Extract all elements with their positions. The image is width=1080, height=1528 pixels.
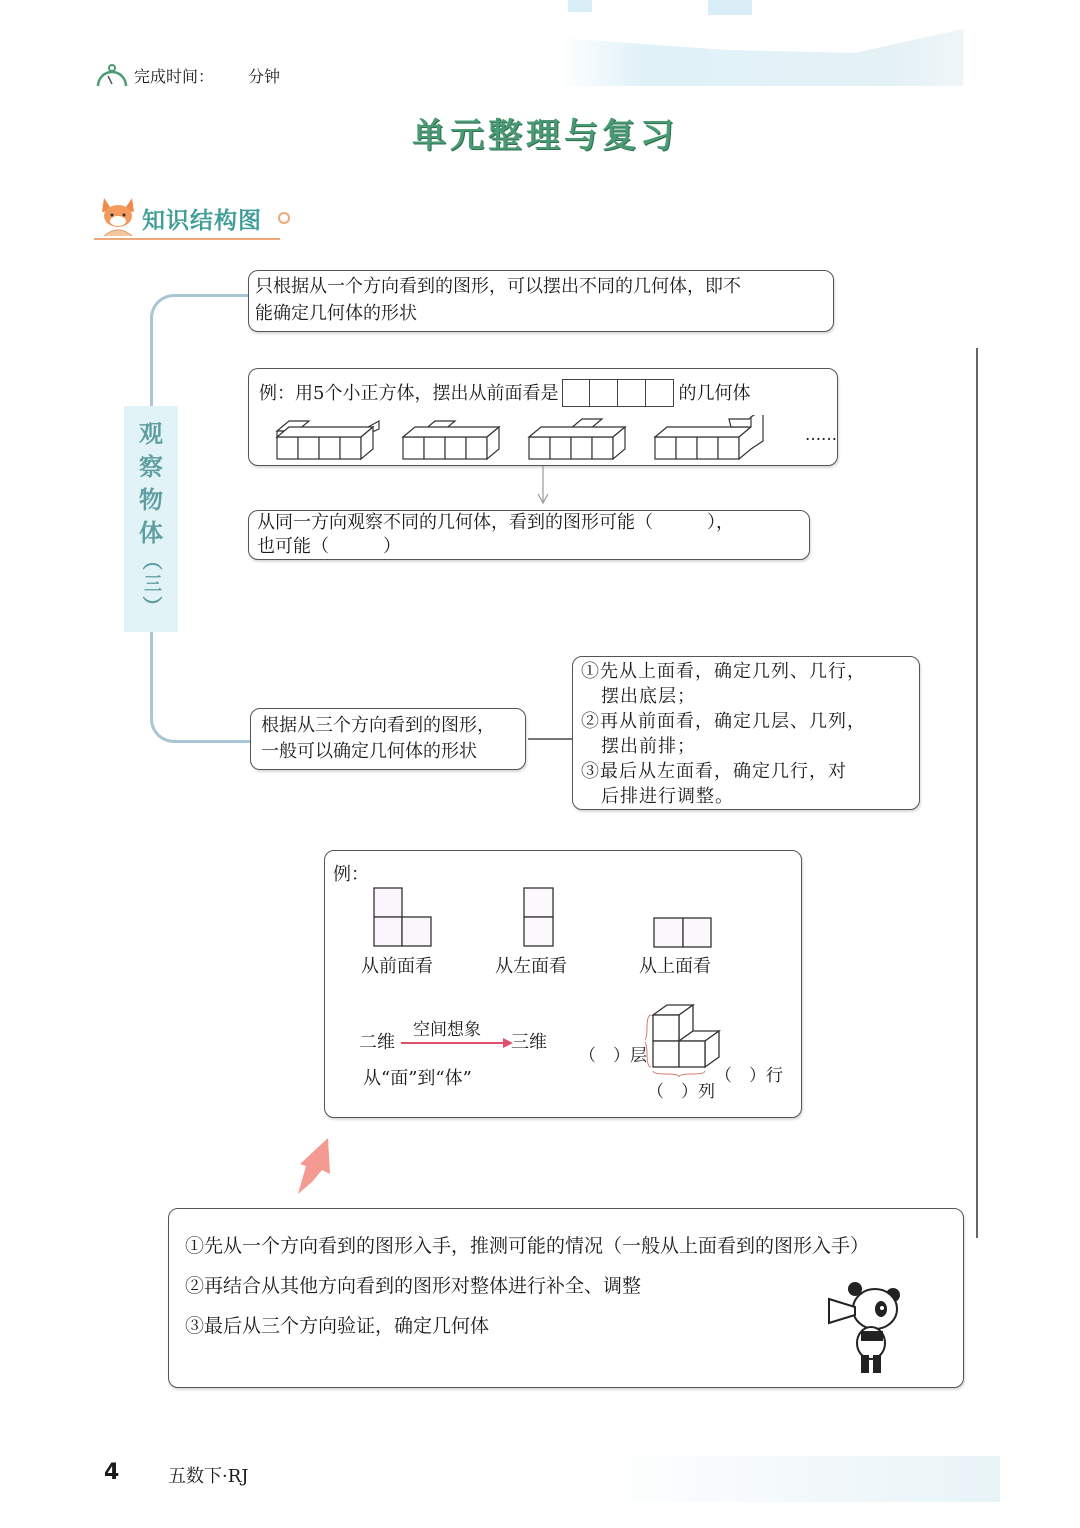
layers-blank[interactable]: （ ）层 [579,1046,647,1066]
completion-time-row [94,62,280,88]
columns-blank[interactable]: （ ）列 [647,1082,715,1102]
box-text: 根据从三个方向看到的图形， [261,715,495,736]
book-label: 五数下·RJ [168,1466,249,1487]
topic-char: 体 [139,519,163,547]
connector-line [528,738,572,740]
box-text: 一般可以确定几何体的形状 [261,741,477,762]
topic-char: ） [139,596,163,616]
example-views-box [324,850,802,1118]
example-prefix: 例：用5个小正方体，摆出从前面看是 [259,382,559,404]
header-decoration [560,26,980,86]
page-title: 单元整理与复习 [412,116,678,156]
right-arrow-icon [401,1037,513,1049]
example-label: 例： [333,864,369,885]
example-prompt [259,379,750,407]
example-suffix: 的几何体 [678,382,751,404]
decorative-tab [708,0,752,15]
box-text: 能确定几何体的形状 [255,303,417,324]
topic-char: 察 [139,453,163,481]
topic-char: 三 [141,574,162,592]
top-view-figure [653,917,713,949]
view-label-left: 从左面看 [495,956,567,977]
fill-in-blank-text[interactable]: 也可能（ ） [257,536,401,557]
method-step: ②再结合从其他方向看到的图形对整体进行补全、调整 [185,1275,642,1297]
method-summary-box [168,1208,964,1388]
cube-arrangements-figure [269,415,809,461]
concept-box-three-directions [250,708,526,770]
decorative-tab [568,0,592,12]
left-view-figure [523,887,555,949]
fox-mascot-icon [98,196,138,240]
concept-box-one-direction [248,270,834,332]
box-text: 只根据从一个方向看到的图形，可以摆出不同的几何体，即不 [255,276,741,297]
fill-in-blank-text[interactable]: 从同一方向观察不同的几何体，看到的图形可能（ ）， [257,512,734,533]
section-underline-loop [278,212,290,224]
down-arrow-icon [536,466,550,506]
face-to-solid-caption: 从“面”到“体” [363,1068,472,1089]
topic-char: 物 [139,486,163,514]
step-text: ①先从上面看，确定几列、几行， [581,661,866,682]
topic-char: 观 [139,420,163,448]
solid-figure [645,1001,725,1081]
page-margin-rule [976,348,978,1238]
section-underline [94,238,280,240]
step-text: 摆出前排； [601,736,696,757]
footer-decoration [590,1456,1000,1502]
central-topic [124,406,178,632]
steps-box [572,656,920,810]
front-view-figure [373,887,433,949]
stopwatch-icon [94,62,130,88]
concept-box-same-direction [248,510,810,560]
view-label-top: 从上面看 [639,956,711,977]
step-text: ②再从前面看，确定几层、几列， [581,711,866,732]
section-title: 知识结构图 [142,208,262,234]
three-d-label: 三维 [511,1032,547,1053]
panda-mascot-icon [825,1279,905,1375]
page-number: 4 [104,1460,120,1485]
pink-arrow-icon [292,1134,336,1198]
ellipsis: …… [805,425,837,444]
spine-connector-bottom [150,632,253,743]
step-text: ③最后从左面看，确定几行，对 [581,761,847,782]
method-step: ③最后从三个方向验证，确定几何体 [185,1315,490,1337]
method-step: ①先从一个方向看到的图形入手，推测可能的情况（一般从上面看到的图形入手） [185,1235,870,1257]
imagination-label: 空间想象 [413,1020,481,1040]
two-d-label: 二维 [359,1032,395,1053]
spine-connector-top [150,294,253,409]
timer-unit: 分钟 [248,66,281,86]
view-label-front: 从前面看 [361,956,433,977]
step-text: 摆出底层； [601,686,696,707]
timer-label: 完成时间： [134,66,215,86]
rows-blank[interactable]: （ ）行 [715,1066,783,1086]
front-view-figure [562,379,674,407]
example-box-five-cubes [248,368,838,466]
step-text: 后排进行调整。 [601,786,734,807]
section-heading [94,196,294,242]
topic-char: （ [139,550,163,570]
